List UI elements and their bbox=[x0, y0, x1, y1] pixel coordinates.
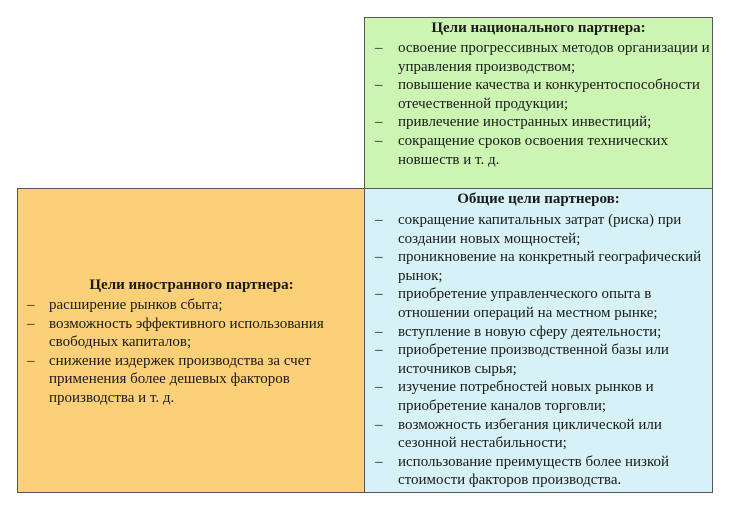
list-item bbox=[365, 416, 712, 453]
list-item bbox=[365, 248, 712, 285]
list-item bbox=[365, 211, 712, 248]
list-item bbox=[365, 39, 712, 76]
dash-bullet: – bbox=[375, 342, 383, 359]
list-item-text: возможность эффективного использования свободных капиталов; bbox=[49, 315, 324, 351]
foreign-partner-list bbox=[18, 296, 365, 408]
list-item-text: привлечение иностранных инвестиций; bbox=[398, 114, 652, 131]
list-item-text: расширение рынков сбыта; bbox=[49, 297, 223, 313]
dash-bullet: – bbox=[375, 40, 383, 56]
list-item-text: изучение потребностей новых рынков и приобретение каналов торговли; bbox=[398, 379, 654, 414]
dash-bullet: – bbox=[375, 249, 383, 266]
list-item-text: использование преимуществ более низкой стоимости факторов производства. bbox=[398, 453, 670, 489]
list-item bbox=[365, 453, 712, 490]
dash-bullet: – bbox=[27, 297, 35, 313]
dash-bullet: – bbox=[375, 212, 383, 228]
dash-bullet: – bbox=[375, 323, 383, 340]
list-item-text: возможность избегания циклической или сезонной нестабильности; bbox=[398, 416, 662, 452]
national-partner-list bbox=[365, 39, 712, 169]
list-item bbox=[18, 352, 365, 408]
dash-bullet: – bbox=[375, 286, 383, 303]
foreign-partner-title: Цели иностранного партнера: bbox=[89, 277, 294, 293]
list-item bbox=[18, 315, 365, 352]
list-item bbox=[365, 378, 712, 415]
list-item-text: приобретение производственной базы или источников сырья; bbox=[398, 342, 669, 377]
foreign-partner-goals-box bbox=[17, 188, 365, 493]
dash-bullet: – bbox=[375, 453, 383, 470]
list-item bbox=[365, 323, 712, 342]
list-item bbox=[365, 132, 712, 169]
list-item bbox=[365, 285, 712, 322]
dash-bullet: – bbox=[27, 315, 35, 332]
list-item-text: освоение прогрессивных методов организации и управления производством; bbox=[398, 40, 710, 75]
list-item-text: сокращение сроков освоения технических новшеств и т. д. bbox=[398, 132, 668, 168]
dash-bullet: – bbox=[375, 77, 383, 94]
common-goals-list bbox=[365, 211, 712, 490]
list-item-text: повышение качества и конкурентоспособности отечественной продукции; bbox=[398, 77, 700, 112]
list-item bbox=[365, 76, 712, 113]
list-item-text: снижение издержек производства за счет применения более дешевых факторов производства и т. д. bbox=[49, 352, 311, 406]
list-item bbox=[365, 113, 712, 132]
dash-bullet: – bbox=[375, 379, 383, 396]
list-item-text: проникновение на конкретный географический рынок; bbox=[398, 249, 702, 284]
dash-bullet: – bbox=[375, 114, 383, 131]
common-goals-title: Общие цели партнеров: bbox=[457, 191, 620, 207]
dash-bullet: – bbox=[375, 416, 383, 433]
list-item-text: приобретение управленческого опыта в отношении операций на местном рынке; bbox=[398, 286, 658, 321]
dash-bullet: – bbox=[27, 352, 35, 369]
list-item bbox=[18, 296, 365, 315]
list-item-text: сокращение капитальных затрат (риска) при создании новых мощностей; bbox=[398, 212, 682, 247]
national-partner-title: Цели национального партнера: bbox=[431, 20, 646, 36]
foreign-partner-content bbox=[18, 277, 365, 408]
national-partner-goals-box bbox=[364, 17, 713, 189]
dash-bullet: – bbox=[375, 132, 383, 149]
common-goals-box bbox=[364, 188, 713, 493]
list-item bbox=[365, 341, 712, 378]
list-item-text: вступление в новую сферу деятельности; bbox=[398, 323, 662, 340]
